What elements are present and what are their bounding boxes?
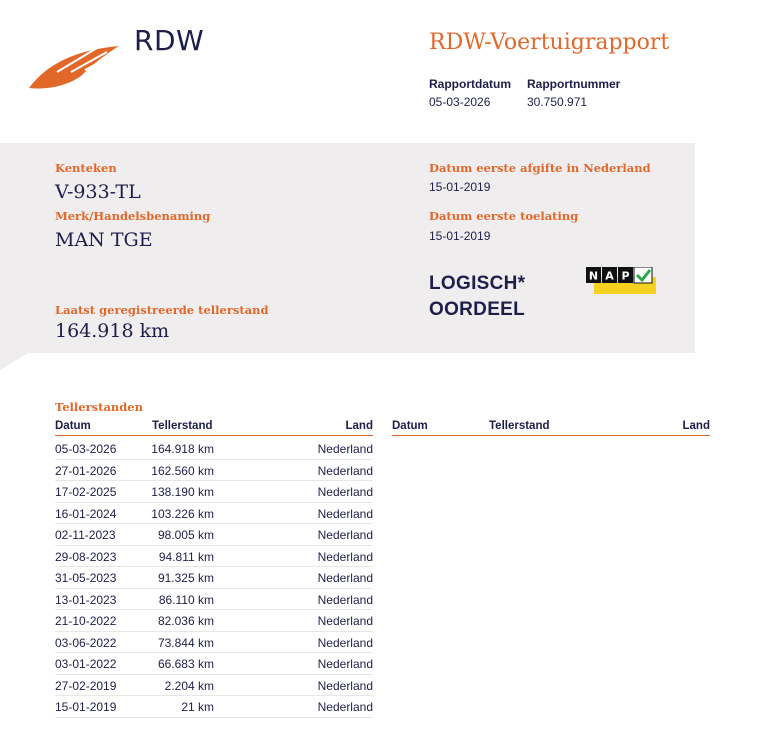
table-row [55,589,373,611]
first-issue-nl-label: Datum eerste afgifte in Nederland [429,161,651,175]
cell-reading: 2.204 km [164,678,214,693]
report-title: RDW-Voertuigrapport [429,30,670,55]
cell-reading: 66.683 km [157,657,214,671]
odometer-table-title: Tellerstanden [55,400,143,414]
cell-date: 03-01-2022 [55,657,117,671]
cell-date: 21-10-2022 [55,614,117,628]
cell-date: 15-01-2019 [55,700,117,714]
report-number-value: 30.750.971 [527,95,588,109]
nap-logo-icon [586,267,658,295]
odometer-label: Laatst geregistreerde tellerstand [55,303,269,317]
cell-date: 29-08-2023 [55,549,117,564]
column-reading: Tellerstand [489,420,550,432]
cell-country: Nederland [317,549,373,564]
odometer-table-body [55,438,373,718]
column-reading: Tellerstand [152,420,213,432]
cell-date: 16-01-2024 [55,506,117,521]
cell-country: Nederland [317,700,373,714]
table-row [55,632,373,654]
cell-country: Nederland [317,657,373,671]
odometer-value: 164.918 km [55,320,170,342]
cell-country: Nederland [317,442,373,456]
cell-reading: 86.110 km [158,592,214,607]
table-row [55,481,373,503]
report-date-value: 05-03-2026 [429,95,491,109]
cell-date: 17-02-2025 [55,485,117,499]
cell-reading: 98.005 km [157,528,214,542]
cell-reading: 73.844 km [157,635,214,650]
cell-country: Nederland [317,678,373,693]
cell-country: Nederland [317,528,373,542]
panel-notch [0,352,30,370]
table-row [55,696,373,718]
cell-reading: 164.918 km [151,442,214,456]
cell-reading: 82.036 km [157,614,214,628]
cell-country: Nederland [317,485,373,499]
first-admission-label: Datum eerste toelating [429,209,579,223]
brand-label: Merk/Handelsbenaming [55,209,211,223]
verdict [429,271,525,323]
verdict-line-2: OORDEEL [429,299,526,320]
cell-reading: 103.226 km [151,506,214,521]
column-country: Land [345,420,373,432]
cell-date: 03-06-2022 [55,635,117,650]
table-header-right [392,420,710,436]
cell-date: 31-05-2023 [55,571,117,585]
cell-reading: 138.190 km [151,485,214,499]
cell-reading: 94.811 km [158,549,214,564]
first-issue-nl-value: 15-01-2019 [429,180,491,194]
table-row [55,567,373,589]
cell-reading: 21 km [181,700,214,714]
table-row [55,524,373,546]
table-row [55,653,373,675]
plate-value: V-933-TL [55,181,141,203]
cell-reading: 162.560 km [151,463,214,478]
plate-label: Kenteken [55,161,117,175]
cell-date: 27-01-2026 [55,463,117,478]
table-row [55,438,373,460]
cell-country: Nederland [317,635,373,650]
column-date: Datum [55,420,91,432]
table-row [55,503,373,525]
table-row [55,675,373,697]
cell-date: 13-01-2023 [55,592,117,607]
cell-date: 02-11-2023 [55,528,116,542]
nap-letter-n: N [588,269,599,283]
cell-country: Nederland [317,592,373,607]
table-row [55,460,373,482]
nap-letter-a: A [605,269,614,283]
first-admission-value: 15-01-2019 [429,229,491,243]
cell-country: Nederland [317,506,373,521]
cell-country: Nederland [317,614,373,628]
cell-reading: 91.325 km [157,571,214,585]
column-country: Land [682,420,710,432]
report-number-label: Rapportnummer [527,77,621,91]
cell-date: 05-03-2026 [55,442,117,456]
table-row [55,546,373,568]
verdict-line-1: LOGISCH* [429,273,526,294]
rdw-logo-icon [27,42,121,92]
cell-country: Nederland [317,463,373,478]
report-date-label: Rapportdatum [429,77,511,91]
brand-value: MAN TGE [55,229,153,251]
cell-country: Nederland [317,571,373,585]
nap-letter-p: P [621,269,630,283]
cell-date: 27-02-2019 [55,678,117,693]
table-header-left [55,420,373,436]
logo-text: RDW [134,24,205,57]
column-date: Datum [392,420,428,432]
table-row [55,610,373,632]
